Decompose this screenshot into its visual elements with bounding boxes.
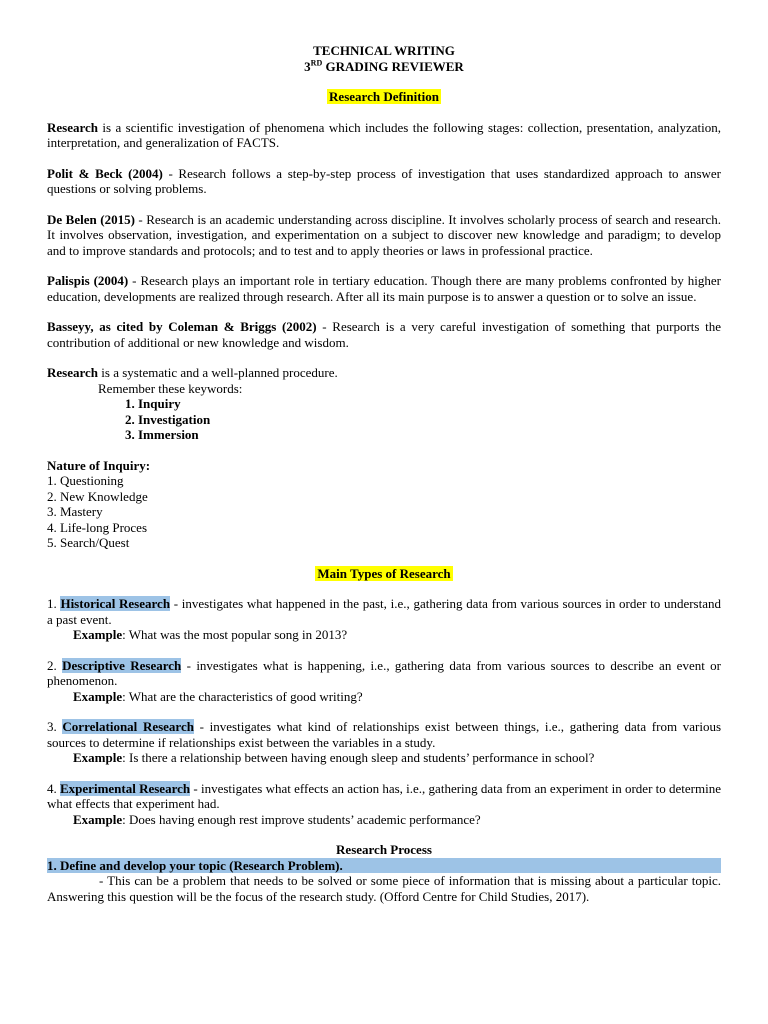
example-label: Example [73,688,123,704]
definition-paragraph [47,166,721,197]
research-process-step-text: - This can be a problem that needs to be solved or some piece of information that is missing about a particular topic. Answering this question will be the focus of the research study. (Offord Centre for Child Studies, 2017). [47,873,721,904]
inquiry-item: 2. New Knowledge [47,488,148,504]
research-process-heading: Research Process [336,842,432,857]
main-types-heading-wrap [47,566,721,582]
keyword-item: 1. Inquiry [125,396,181,411]
research-type-number: 3. [47,719,63,734]
example-text: : What are the characteristics of good writing? [122,688,363,704]
inquiry-item: 5. Search/Quest [47,535,130,550]
main-types-heading: Main Types of Research [317,565,451,581]
spacer [47,74,721,89]
research-type-item [47,658,721,705]
research-type-name: Descriptive Research [62,657,182,673]
research-type-description [47,658,721,689]
remember-keywords-label: Remember these keywords: [98,380,243,396]
example-label: Example [73,627,123,642]
definition-text: - Research follows a step-by-step process of investigation that uses standardized approach to answer questions or solving problems. [47,165,721,196]
keyword-item: 3. Immersion [125,427,199,442]
inquiry-item: 3. Mastery [47,504,103,519]
spacer [47,704,721,719]
definition-lead: Research [47,119,99,135]
systematic-statement [47,365,721,381]
research-type-item [47,596,721,643]
spacer [47,827,721,842]
spacer [47,643,721,658]
spacer [47,105,721,120]
definition-paragraph [47,120,721,151]
title-line-1: TECHNICAL WRITING [313,43,455,58]
title-line-2 [47,59,721,75]
spacer [47,197,721,212]
inquiry-item: 1. Questioning [47,473,124,488]
inquiry-item: 4. Life-long Proces [47,519,148,535]
definition-text: - Research plays an important role in tertiary education. Though there are many problems confronted by higher education, developments are realized through research. After all its main purpose is to answer a question or to solve an issue. [47,273,721,304]
title-grade-number: 3 [304,58,311,74]
research-type-item [47,719,721,766]
example-label: Example [73,750,123,765]
spacer [47,350,721,365]
nature-of-inquiry-heading: Nature of Inquiry: [47,457,151,473]
definition-paragraph [47,212,721,259]
research-type-example [47,627,721,643]
research-type-text: - investigates what happened in the past, i.e., gathering data from various sources in order to understand a past event. [47,596,721,627]
document-title [47,43,721,74]
research-type-example [47,750,721,766]
title-grade-rest: GRADING REVIEWER [322,58,464,74]
definition-lead: Palispis (2004) [47,273,129,288]
research-type-number: 4. [47,780,61,796]
spacer [47,258,721,273]
systematic-text: is a systematic and a well-planned procedure. [98,365,338,380]
research-type-example [47,812,721,828]
spacer [47,443,721,458]
spacer [47,551,721,566]
research-type-name: Historical Research [60,596,171,611]
research-type-item [47,781,721,828]
research-type-number: 2. [47,657,63,673]
spacer [47,766,721,781]
definition-text: is a scientific investigation of phenomena which includes the following stages: collection, presentation, analyzation, interpretation, and generalization of FACTS. [47,119,721,150]
research-type-example [47,689,721,705]
spacer [47,304,721,319]
keyword-item: 2. Investigation [125,411,211,427]
example-text: : Is there a relationship between having enough sleep and students’ performance in school? [122,750,595,765]
definition-paragraph [47,319,721,350]
spacer [47,151,721,166]
definition-lead: Basseyy, as cited by Coleman & Briggs (2002) [47,319,317,334]
definition-text: - Research is a very careful investigation of something that purports the contribution of additional or new knowledge and wisdom. [47,319,721,350]
research-type-text: - investigates what effects an action has, i.e., gathering data from an experiment in order to determine what effects that experiment had. [47,780,721,811]
research-process-step-title: 1. Define and develop your topic (Research Problem). [47,858,721,874]
research-type-description [47,781,721,812]
research-type-number: 1. [47,596,61,611]
definition-text: - Research is an academic understanding across discipline. It involves scholarly process of search and research. It involves observation, investigation, and experimentation on a subject to discover new knowledge and paradigm; to develop and to improve standards and protocols; and to test and to apply theories or laws in professional practice. [47,211,721,258]
research-definition-heading-wrap [47,89,721,105]
research-type-name: Experimental Research [60,780,191,796]
research-type-text: - investigates what is happening, i.e., gathering data from various sources to describe an event or phenomenon. [47,657,722,688]
research-type-description [47,596,721,627]
spacer [47,581,721,596]
definition-lead: Polit & Beck (2004) [47,165,163,181]
title-grade-superscript: RD [310,58,323,68]
document-page [47,43,721,904]
research-type-text: - investigates what kind of relationships exist between things, i.e., gathering data from various sources to determine if relationships exist between the variables in a study. [47,719,721,750]
research-type-name: Correlational Research [62,719,194,734]
systematic-lead: Research [47,365,99,380]
definition-paragraph [47,273,721,304]
example-text: : Does having enough rest improve students’ academic performance? [122,811,481,827]
research-definition-heading: Research Definition [329,89,439,104]
example-label: Example [73,811,123,827]
example-text: : What was the most popular song in 2013? [122,627,348,642]
definition-lead: De Belen (2015) [47,211,135,227]
research-type-description [47,719,721,750]
